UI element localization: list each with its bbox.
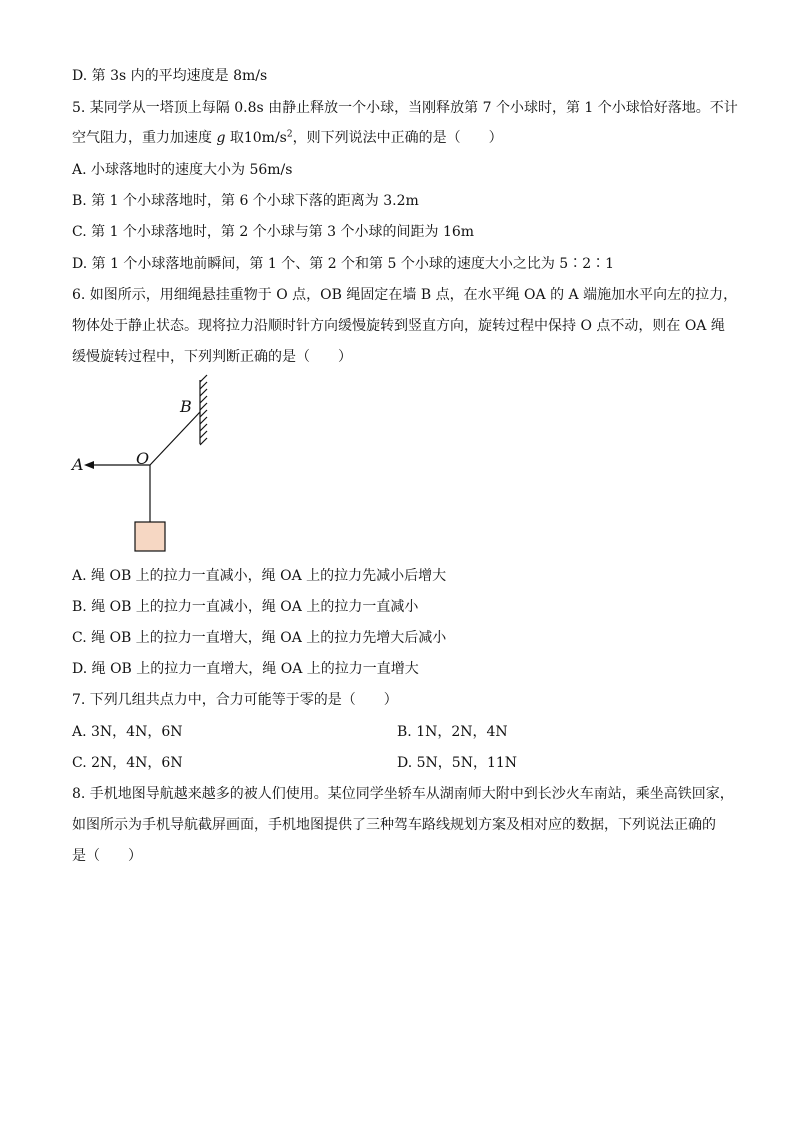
q6-stem-line-2: 物体处于静止状态。现将拉力沿顺时针方向缓慢旋转到竖直方向，旋转过程中保持 O 点不动，则在 OA 绳 [72, 318, 725, 334]
q6-stem-line-3: 缓慢旋转过程中，下列判断正确的是（ ） [72, 349, 352, 365]
q6-force-diagram [68, 372, 218, 557]
label-a: A [72, 455, 84, 474]
arrow-head-left [84, 461, 94, 469]
label-o: O [136, 449, 150, 468]
label-b: B [180, 397, 192, 416]
wall-hatch [200, 375, 207, 445]
q6-option-a: A. 绳 OB 上的拉力一直减小，绳 OA 上的拉力先减小后增大 [72, 568, 447, 584]
q5-option-a: A. 小球落地时的速度大小为 56m/s [72, 162, 293, 178]
q5-stem-text-a: 空气阻力，重力加速度 [72, 130, 217, 146]
q8-stem-line-3: 是（ ） [72, 848, 142, 864]
q5-stem-sup: 2 [286, 129, 293, 140]
rope-ob [150, 412, 200, 465]
q5-stem-line-2 [72, 128, 503, 148]
q4-option-d: D. 第 3s 内的平均速度是 8m/s [72, 68, 268, 84]
hanging-block [135, 522, 165, 551]
q6-stem-line-1: 6. 如图所示，用细绳悬挂重物于 O 点，OB 绳固定在墙 B 点，在水平绳 OA 的 A 端施加水平向左的拉力， [72, 287, 738, 303]
q5-stem-line-1: 5. 某同学从一塔顶上每隔 0.8s 由静止释放一个小球，当刚释放第 7 个小球时，第 1 个小球恰好落地。不计 [72, 100, 738, 116]
q5-stem-text-c: ，则下列说法中正确的是（ ） [292, 130, 503, 146]
q5-option-c: C. 第 1 个小球落地时，第 2 个小球与第 3 个小球的间距为 16m [72, 224, 475, 240]
q7-stem: 7. 下列几组共点力中，合力可能等于零的是（ ） [72, 692, 398, 708]
q5-stem-text-b: 取10m/s [225, 130, 287, 146]
q6-option-d: D. 绳 OB 上的拉力一直增大，绳 OA 上的拉力一直增大 [72, 661, 419, 677]
q6-option-c: C. 绳 OB 上的拉力一直增大，绳 OA 上的拉力先增大后减小 [72, 630, 447, 646]
q8-stem-line-2: 如图所示为手机导航截屏画面，手机地图提供了三种驾车路线规划方案及相对应的数据，下列说法正确的 [72, 817, 716, 833]
q6-option-b: B. 绳 OB 上的拉力一直减小，绳 OA 上的拉力一直减小 [72, 599, 419, 615]
q5-option-b: B. 第 1 个小球落地时，第 6 个小球下落的距离为 3.2m [72, 193, 419, 209]
q7-option-c: C. 2N，4N，6N [72, 755, 183, 771]
q7-option-d: D. 5N，5N，11N [397, 755, 518, 771]
q8-stem-line-1: 8. 手机地图导航越来越多的被人们使用。某位同学坐轿车从湖南师大附中到长沙火车南站，乘坐高铁回家， [72, 786, 734, 802]
q5-stem-g: g [216, 130, 226, 146]
q7-option-a: A. 3N，4N，6N [72, 724, 183, 740]
q5-option-d: D. 第 1 个小球落地前瞬间，第 1 个、第 2 个和第 5 个小球的速度大小之比为 5∶2∶1 [72, 256, 615, 272]
q7-option-b: B. 1N，2N，4N [397, 724, 508, 740]
